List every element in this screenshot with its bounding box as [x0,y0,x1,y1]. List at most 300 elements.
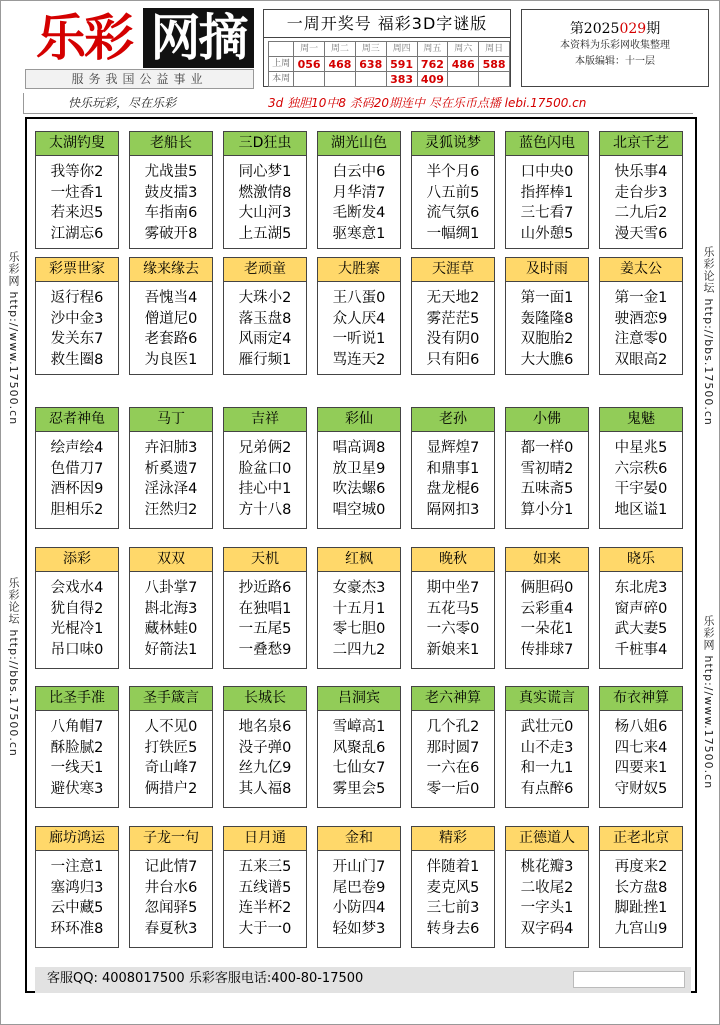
card-body [318,156,400,244]
draw-number: 468 [325,57,356,72]
riddle-line: 长方盘8 [614,879,668,896]
riddle-line: 酒杯因9 [50,481,104,497]
riddle-line: 脚趾挫1 [614,900,668,916]
card-title: 及时雨 [506,258,588,282]
riddle-line: 转身去6 [426,920,480,937]
card-body [224,432,306,520]
prediction-card [35,131,119,249]
prediction-card [599,131,683,249]
draw-results-box [263,9,511,87]
card-body [506,432,588,520]
card-body [600,711,682,799]
riddle-line: 和鼎事1 [426,460,480,477]
card-body [412,711,494,799]
riddle-line: 武壮元0 [520,719,574,735]
card-title: 蓝色闪电 [506,132,588,156]
prediction-card [599,686,683,808]
card-title: 老顽童 [224,258,306,282]
draw-number: 591 [386,57,417,72]
riddle-line: 再度来2 [614,859,668,875]
riddle-line: 窗声碎0 [614,600,668,617]
prediction-card [505,257,589,375]
prediction-card [223,131,307,249]
riddle-line: 风聚乱6 [332,739,386,756]
riddle-line: 双眼高2 [614,351,668,368]
riddle-line: 第一金1 [614,290,668,306]
riddle-line: 雾破开8 [144,225,198,242]
prediction-card [505,686,589,808]
prediction-card [505,547,589,669]
riddle-line: 春夏秋3 [144,920,198,937]
draw-number: 762 [417,57,448,72]
banner-ad-link[interactable]: 3d 独胆10中8 杀码20期连中 尽在乐币点播 lebi.17500.cn [268,96,587,110]
card-title: 长城长 [224,687,306,711]
draw-number [325,72,356,87]
riddle-line: 三七看7 [520,205,574,221]
riddle-line: 四七来4 [614,739,668,756]
riddle-line: 十五月1 [332,600,386,617]
prediction-card [129,686,213,808]
riddle-line: 一字头1 [520,900,574,916]
draw-number: 409 [417,72,448,87]
card-body [130,711,212,799]
card-body [412,572,494,660]
riddle-line: 析奚遗7 [144,460,198,477]
riddle-line: 山外憩5 [520,225,574,242]
card-title: 廊坊鸿运 [36,827,118,851]
card-title: 比圣手准 [36,687,118,711]
card-title: 金和 [318,827,400,851]
card-title: 老孙 [412,408,494,432]
riddle-line: 记此情7 [144,859,198,875]
this-week-row [269,72,510,87]
card-title: 三D狂虫 [224,132,306,156]
card-body [412,156,494,244]
card-title: 彩票世家 [36,258,118,282]
prediction-card [411,826,495,948]
riddle-line: 尤战蚩5 [144,164,198,180]
card-body [412,282,494,370]
riddle-line: 燃激情8 [238,184,292,201]
last-week-row [269,57,510,72]
riddle-line: 快乐事4 [614,164,668,180]
riddle-line: 五线谱5 [238,879,292,896]
card-title: 布衣神算 [600,687,682,711]
prediction-card [129,826,213,948]
card-body [130,432,212,520]
day-header: 周日 [479,42,510,57]
issue-prefix: 第2025 [569,21,620,37]
riddle-line: 兄弟俩2 [238,440,292,456]
prediction-card [505,826,589,948]
riddle-line: 酥脸腻2 [50,739,104,756]
issue-number [522,20,708,38]
riddle-line: 汪然归2 [144,501,198,518]
card-body [318,851,400,939]
prediction-grid [35,131,691,969]
riddle-line: 落玉盘8 [238,310,292,327]
riddle-line: 八五前5 [426,184,480,201]
riddle-line: 放卫星9 [332,460,386,477]
prediction-card [599,826,683,948]
card-title: 圣手箴言 [130,687,212,711]
card-body [130,282,212,370]
prediction-card [599,547,683,669]
riddle-line: 挂心中1 [238,481,292,497]
card-title: 北京千艺 [600,132,682,156]
day-header: 周六 [448,42,479,57]
card-body [506,282,588,370]
riddle-line: 新娘来1 [426,641,480,658]
riddle-line: 千桩事4 [614,641,668,658]
riddle-line: 杨八姐6 [614,719,668,735]
riddle-line: 鼓皮擂3 [144,184,198,201]
card-body [130,156,212,244]
riddle-line: 驱寒意1 [332,225,386,242]
card-title: 正德道人 [506,827,588,851]
riddle-line: 连半杯2 [238,900,292,916]
riddle-line: 算小分1 [520,501,574,518]
card-body [412,432,494,520]
prediction-card [317,407,401,529]
riddle-line: 尾巴卷9 [332,879,386,896]
draw-number [479,72,510,87]
riddle-line: 只有阳6 [426,351,480,368]
day-header: 周五 [417,42,448,57]
riddle-line: 塞鸿归3 [50,879,104,896]
riddle-line: 双胞胎2 [520,331,574,347]
card-title: 马丁 [130,408,212,432]
riddle-line: 人不见0 [144,719,198,735]
riddle-line: 好箭法1 [144,641,198,658]
prediction-card [223,826,307,948]
card-title: 天涯草 [412,258,494,282]
riddle-line: 一叠愁9 [238,641,292,658]
riddle-line: 期中坐7 [426,580,480,596]
card-body [506,851,588,939]
card-body [600,156,682,244]
card-body [318,282,400,370]
riddle-line: 犹自得2 [50,600,104,617]
riddle-line: 雾茫茫5 [426,310,480,327]
riddle-line: 四要来1 [614,760,668,776]
riddle-line: 雪嶂高1 [332,719,386,735]
riddle-line: 雾里会5 [332,780,386,797]
card-title: 添彩 [36,548,118,572]
riddle-line: 一注意1 [50,859,104,875]
card-title: 吉祥 [224,408,306,432]
riddle-line: 毛断发4 [332,205,386,221]
banner [23,93,693,114]
riddle-line: 发关东7 [50,331,104,347]
card-body [318,432,400,520]
card-title: 太湖钓叟 [36,132,118,156]
draw-number: 056 [294,57,325,72]
day-header: 周二 [325,42,356,57]
draw-number [355,72,386,87]
logo-red-text: 乐彩 [36,8,132,67]
card-body [600,282,682,370]
riddle-line: 若来迟5 [50,205,104,221]
riddle-line: 返行程6 [50,290,104,306]
riddle-line: 小防四4 [332,900,386,916]
riddle-line: 伴随着1 [426,859,480,875]
card-body [130,572,212,660]
editor-line: 本版编辑：十一层 [575,56,655,67]
riddle-line: 漫天雪6 [614,225,668,242]
riddle-line: 吹法螺6 [332,481,386,497]
this-week-label: 本周 [269,72,294,87]
riddle-line: 武大妻5 [614,621,668,637]
riddle-line: 打铁匠5 [144,739,198,756]
riddle-line: 零七胆0 [332,621,386,637]
card-title: 老船长 [130,132,212,156]
riddle-line: 白云中6 [332,164,386,180]
card-title: 精彩 [412,827,494,851]
riddle-line: 大珠小2 [238,290,292,306]
riddle-line: 东北虎3 [614,580,668,596]
riddle-line: 一幅绸1 [426,225,480,242]
riddle-line: 同心梦1 [238,164,292,180]
riddle-line: 环环准8 [50,920,104,937]
logo-black-text: 网摘 [143,8,254,68]
card-body [224,572,306,660]
card-body [36,711,118,799]
riddle-line: 色借刀7 [50,460,104,477]
card-title: 鬼魅 [600,408,682,432]
riddle-line: 驶酒恋9 [614,310,668,327]
riddle-line: 口中央0 [520,164,574,180]
riddle-line: 一听说1 [332,331,386,347]
riddle-line: 脸盆口0 [238,460,292,477]
riddle-line: 双字码4 [520,920,574,937]
draw-number [448,72,479,87]
riddle-line: 麦克风5 [426,879,480,896]
riddle-line: 其人福8 [238,780,292,797]
prediction-card [129,257,213,375]
riddle-line: 俩措户2 [144,780,198,797]
card-body [130,851,212,939]
prediction-card [223,257,307,375]
riddle-line: 唱高调8 [332,440,386,456]
card-title: 子龙一句 [130,827,212,851]
riddle-line: 第一面1 [520,290,574,306]
riddle-line: 七仙女7 [332,760,386,776]
riddle-line: 半个月6 [426,164,480,180]
card-body [318,711,400,799]
riddle-line: 一六在6 [426,760,480,776]
footer-contact: 客服QQ: 4008017500 乐彩客服电话:400-80-17500 [47,971,364,986]
prediction-card [317,547,401,669]
riddle-line: 云彩重4 [520,600,574,617]
riddle-line: 大大膲6 [520,351,574,368]
riddle-line: 有点醉6 [520,780,574,797]
riddle-line: 救生圈8 [50,351,104,368]
prediction-card [129,547,213,669]
prediction-card [317,826,401,948]
riddle-line: 淫泳泽4 [144,481,198,497]
riddle-line: 老套路6 [144,331,198,347]
draw-table [268,41,510,87]
riddle-line: 避伏寒3 [50,780,104,797]
issue-digits: 029 [619,21,647,37]
riddle-line: 没子弹0 [238,739,292,756]
riddle-line: 一朵花1 [520,621,574,637]
card-body [36,156,118,244]
prediction-card [411,131,495,249]
riddle-line: 守财奴5 [614,780,668,797]
card-title: 大胜寨 [318,258,400,282]
card-body [224,156,306,244]
card-body [36,572,118,660]
riddle-line: 几个孔2 [426,719,480,735]
riddle-line: 走台步3 [614,184,668,201]
card-title: 忍者神龟 [36,408,118,432]
riddle-line: 为良医1 [144,351,198,368]
draw-number: 383 [386,72,417,87]
issue-suffix: 期 [646,21,661,37]
riddle-line: 沙中金3 [50,310,104,327]
riddle-line: 吾愧当4 [144,290,198,306]
riddle-line: 光棍冷1 [50,621,104,637]
card-title: 红枫 [318,548,400,572]
riddle-line: 云中藏5 [50,900,104,916]
riddle-line: 五来三5 [238,859,292,875]
riddle-line: 干宇晏0 [614,481,668,497]
info-line: 本资料为乐彩网收集整理 [560,40,670,51]
riddle-line: 井台水6 [144,879,198,896]
riddle-line: 无天地2 [426,290,480,306]
riddle-line: 斟北海3 [144,600,198,617]
side-label-right-top: 乐彩论坛 http://bbs.17500.cn [702,246,715,426]
banner-slogan: 快乐玩彩，尽在乐彩 [68,96,177,110]
riddle-line: 抄近路6 [238,580,292,596]
riddle-line: 开山门7 [332,859,386,875]
riddle-line: 八卦掌7 [144,580,198,596]
prediction-card [35,826,119,948]
riddle-line: 二四九2 [332,641,386,658]
prediction-card [411,547,495,669]
issue-info-box [521,9,709,87]
card-body [36,851,118,939]
riddle-line: 六宗秩6 [614,460,668,477]
riddle-line: 忽闻驿5 [144,900,198,916]
card-title: 双双 [130,548,212,572]
footer-blank-box [573,971,685,988]
riddle-line: 轻如梦3 [332,920,386,937]
prediction-card [35,686,119,808]
riddle-line: 流气氛6 [426,205,480,221]
riddle-line: 女豪杰3 [332,580,386,596]
card-title: 晓乐 [600,548,682,572]
riddle-line: 一线天1 [50,760,104,776]
riddle-line: 隔网扣3 [426,501,480,518]
riddle-line: 都一样0 [520,440,574,456]
card-title: 日月通 [224,827,306,851]
card-body [412,851,494,939]
riddle-line: 吊口味0 [50,641,104,658]
draw-table-header-row [269,42,510,57]
prediction-card [411,407,495,529]
card-body [506,572,588,660]
draw-table-corner [269,42,294,57]
draw-number: 486 [448,57,479,72]
riddle-line: 二收尾2 [520,879,574,896]
card-body [318,572,400,660]
card-body [506,156,588,244]
card-body [600,432,682,520]
card-title: 晚秋 [412,548,494,572]
riddle-line: 在独唱1 [238,600,292,617]
riddle-line: 丝九亿9 [238,760,292,776]
riddle-line: 和一九1 [520,760,574,776]
riddle-line: 八角帽7 [50,719,104,735]
side-label-right-bottom: 乐彩网 http://www.17500.cn [702,615,715,790]
riddle-line: 五味斋5 [520,481,574,497]
riddle-line: 众人厌4 [332,310,386,327]
prediction-card [35,407,119,529]
riddle-line: 指挥棒1 [520,184,574,201]
card-body [224,711,306,799]
riddle-line: 大于一0 [238,920,292,937]
riddle-line: 胆相乐2 [50,501,104,518]
prediction-card [317,257,401,375]
draw-number [294,72,325,87]
card-body [600,851,682,939]
card-title: 老六神算 [412,687,494,711]
last-week-label: 上周 [269,57,294,72]
card-body [36,432,118,520]
prediction-card [129,407,213,529]
riddle-line: 显辉煌7 [426,440,480,456]
riddle-line: 雪初晴2 [520,460,574,477]
draw-number: 588 [479,57,510,72]
prediction-card [317,131,401,249]
prediction-card [599,257,683,375]
riddle-line: 唱空城0 [332,501,386,518]
riddle-line: 桃花瓣3 [520,859,574,875]
riddle-line: 九宫山9 [614,920,668,937]
center-title: 一周开奖号 福彩3D字谜版 [264,10,510,38]
riddle-line: 一五尾5 [238,621,292,637]
prediction-card [35,547,119,669]
prediction-card [317,686,401,808]
card-body [224,851,306,939]
side-label-left-top: 乐彩网 http://www.17500.cn [7,251,20,426]
card-body [506,711,588,799]
riddle-line: 会戏水4 [50,580,104,596]
riddle-line: 雁行频1 [238,351,292,368]
card-title: 天机 [224,548,306,572]
logo [25,8,254,68]
day-header: 周一 [294,42,325,57]
prediction-card [35,257,119,375]
side-label-left-bottom: 乐彩论坛 http://bbs.17500.cn [7,577,20,757]
riddle-line: 藏林蛙0 [144,621,198,637]
riddle-line: 江湖忘6 [50,225,104,242]
slogan: 服务我国公益事业 [25,69,254,89]
card-title: 湖光山色 [318,132,400,156]
day-header: 周四 [386,42,417,57]
prediction-card [505,131,589,249]
card-title: 缘来缘去 [130,258,212,282]
riddle-line: 卉汩肺3 [144,440,198,456]
riddle-line: 王八蛋0 [332,290,386,306]
riddle-line: 奇山峰7 [144,760,198,776]
riddle-line: 五花马5 [426,600,480,617]
card-body [36,282,118,370]
riddle-line: 传排球7 [520,641,574,658]
